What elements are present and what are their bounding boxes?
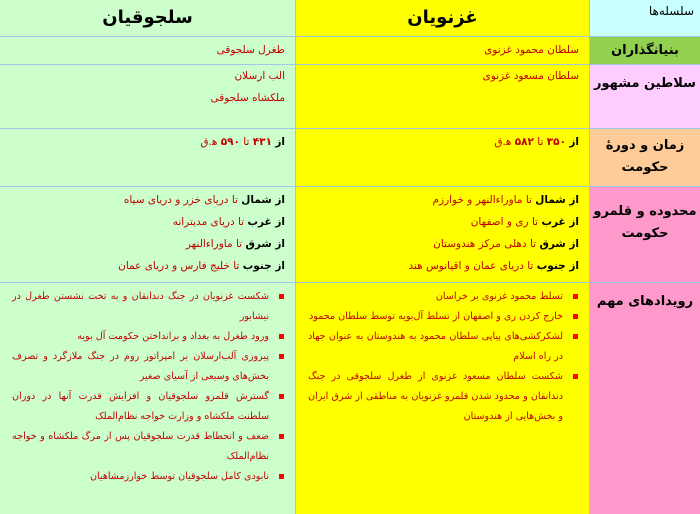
- period-end: ۵۹۰: [220, 136, 240, 148]
- territory-direction: از غرب: [541, 216, 579, 228]
- seljuk-territory: [0, 187, 295, 282]
- territory-to: تا: [529, 238, 537, 250]
- event-item: خارج کردن ری و اصفهان از تسلط آل‌بویه توسط سلطان محمود: [308, 307, 581, 327]
- territory-place: خلیج فارس و دریای عمان: [118, 260, 230, 272]
- territory-direction: از شرق: [245, 238, 285, 250]
- period-end: ۵۸۲: [514, 136, 534, 148]
- period-from: از: [569, 136, 579, 148]
- event-item: نابودی کامل سلجوقیان توسط خوارزمشاهیان: [12, 467, 287, 487]
- territory-place: دریای عمان و اقیانوس هند: [408, 260, 524, 272]
- row-events: [0, 283, 700, 514]
- period-to: تا: [537, 136, 544, 148]
- territory-place: ماوراءالنهر: [185, 238, 233, 250]
- territory-to: تا: [527, 260, 534, 272]
- header-ghaznavid: غزنویان: [295, 0, 589, 36]
- territory-to: تا: [237, 216, 245, 228]
- territory-place: دریای خزر و دریای سیاه: [123, 194, 229, 206]
- ghaznavid-territory: [295, 187, 589, 282]
- header-corner-label: سلسله‌ها: [589, 0, 700, 36]
- territory-line: [302, 255, 579, 277]
- seljuk-period: [0, 129, 295, 186]
- row-founders: [0, 37, 700, 65]
- territory-to: تا: [525, 194, 532, 206]
- territory-line: [6, 255, 285, 277]
- territory-line: [6, 189, 285, 211]
- territory-line: [6, 233, 285, 255]
- territory-to: تا: [233, 260, 240, 272]
- seljuk-ruler: الب ارسلان: [234, 70, 285, 82]
- territory-place: دهلی مرکز هندوستان: [433, 238, 527, 250]
- seljuk-events: [0, 283, 295, 514]
- period-to: تا: [243, 136, 250, 148]
- event-item: تسلط محمود غزنوی بر خراسان: [308, 287, 581, 307]
- territory-place: ری و اصفهان: [470, 216, 529, 228]
- row-territory: [0, 187, 700, 283]
- header-row: [0, 0, 700, 37]
- territory-direction: از جنوب: [536, 260, 579, 272]
- territory-to: تا: [235, 238, 243, 250]
- period-start: ۳۵۰: [546, 136, 566, 148]
- territory-line: [302, 233, 579, 255]
- seljuk-founder: طغرل سلجوقی: [0, 37, 295, 64]
- period-unit: ه‍.ق: [494, 136, 512, 148]
- seljuk-ruler: ملکشاه سلجوقی: [210, 92, 285, 104]
- label-events: رویدادهای مهم: [589, 283, 700, 514]
- event-item: ورود طغرل به بغداد و برانداختن حکومت آل بویه: [12, 327, 287, 347]
- territory-line: [302, 211, 579, 233]
- territory-place: ماوراءالنهر و خوارزم: [432, 194, 523, 206]
- seljuk-rulers: [0, 65, 295, 128]
- territory-line: [6, 211, 285, 233]
- header-seljuk: سلجوقیان: [0, 0, 295, 36]
- label-territory: محدوده و قلمرو حکومت: [589, 187, 700, 282]
- row-period: [0, 129, 700, 187]
- territory-direction: از شرق: [539, 238, 579, 250]
- territory-line: [302, 189, 579, 211]
- event-item: لشکرکشی‌های پیاپی سلطان محمود به هندوستان به عنوان جهاد در راه اسلام: [308, 327, 581, 367]
- territory-direction: از غرب: [247, 216, 285, 228]
- row-rulers: [0, 65, 700, 129]
- territory-to: تا: [231, 194, 238, 206]
- territory-direction: از جنوب: [242, 260, 285, 272]
- event-item: ضعف و انحطاط قدرت سلجوقیان پس از مرگ ملکشاه و خواجه نظام‌الملک: [12, 427, 287, 467]
- ghaznavid-founder: سلطان محمود غزنوی: [295, 37, 589, 64]
- ghaznavid-period: [295, 129, 589, 186]
- ghaznavid-events: [295, 283, 589, 514]
- event-item: شکست غزنویان در جنگ دندانقان و به تخت نشستن طغرل در نیشابور: [12, 287, 287, 327]
- event-item: پیروزی آلب‌ارسلان بر امپراتور روم در جنگ ملازگرد و تصرف بخش‌های وسیعی از آسیای صغیر: [12, 347, 287, 387]
- label-rulers: سلاطین مشهور: [589, 65, 700, 128]
- period-unit: ه‍.ق: [200, 136, 218, 148]
- label-founders: بنیانگذاران: [589, 37, 700, 64]
- ghaznavid-ruler: سلطان مسعود غزنوی: [295, 65, 589, 128]
- event-item: گسترش قلمرو سلجوقیان و افزایش قدرت آنها در دوران سلطنت ملکشاه و وزارت خواجه نظام‌الملک: [12, 387, 287, 427]
- territory-direction: از شمال: [241, 194, 285, 206]
- period-start: ۴۳۱: [252, 136, 272, 148]
- territory-direction: از شمال: [535, 194, 579, 206]
- territory-to: تا: [531, 216, 539, 228]
- period-from: از: [275, 136, 285, 148]
- territory-place: دریای مدیترانه: [172, 216, 235, 228]
- event-item: شکست سلطان مسعود غزنوی از طغرل سلجوقی در جنگ دندانقان و محدود شدن قلمرو غزنویان به مناطقی از شرق ایران و بخش‌هایی از هندوستان: [308, 367, 581, 427]
- label-period: زمان و دورۀ حکومت: [589, 129, 700, 186]
